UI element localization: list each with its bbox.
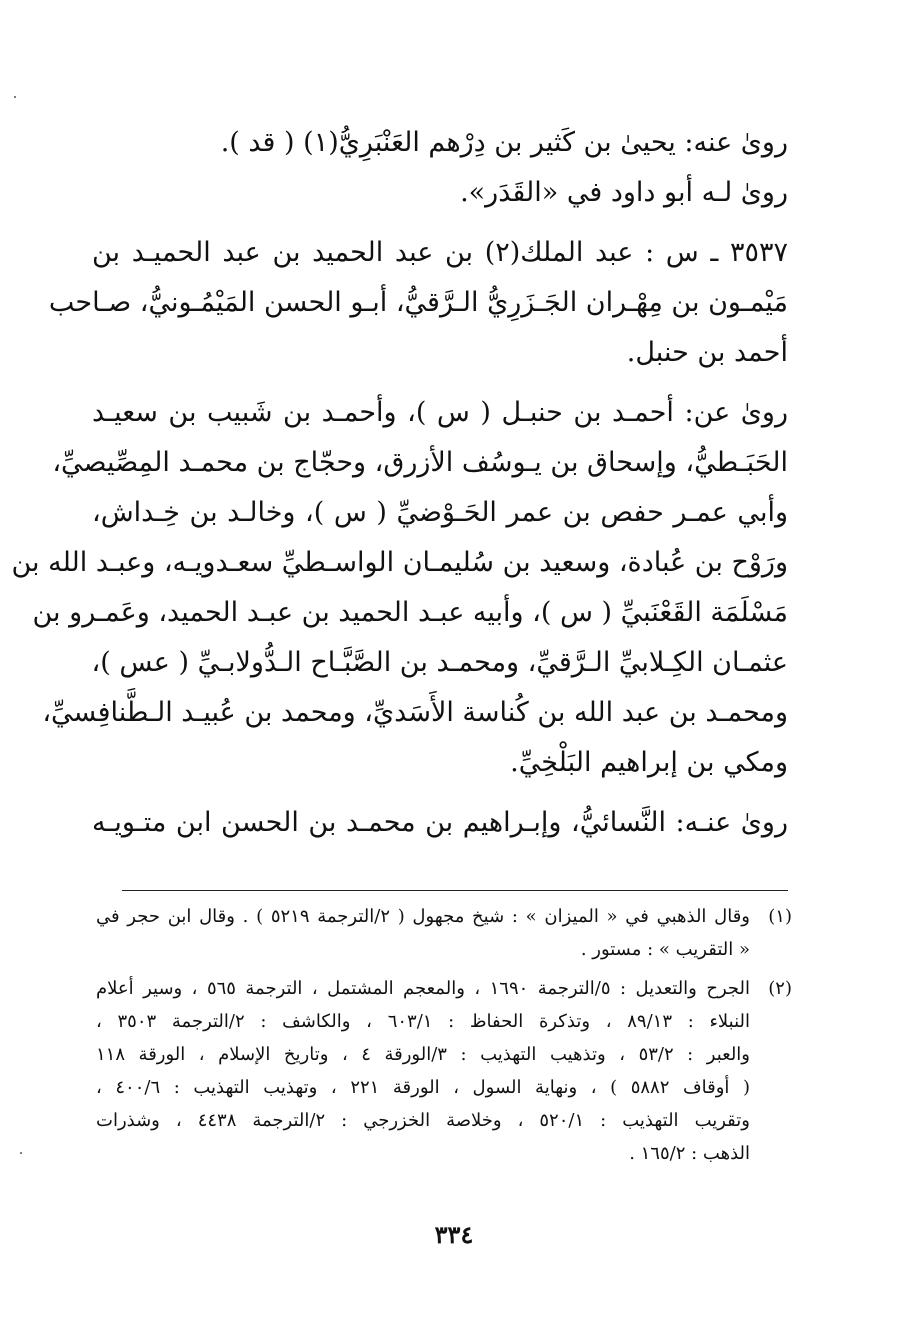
footnote-number: (٢) (768, 978, 792, 999)
paragraph-gap (92, 378, 788, 388)
footnote (96, 900, 792, 966)
footnote-line: « التقريب » : مستور . (580, 939, 750, 960)
text-line: ومكي بن إبراهيم البَلْخِيِّ. (510, 747, 788, 778)
footnote-line: وتقريب التهذيب : ٥٢٠/١ ، وخلاصة الخزرجي : ٢/الترجمة ٤٤٣٨ ، وشذرات (96, 1110, 750, 1131)
text-line: مَيْمـون بن مِهْـران الجَـزَرِيُّ الـرَّقيُّ، أبـو الحسن المَيْمُـونيُّ، صـاحب (48, 287, 788, 318)
footnote-line: والعبر : ٥٣/٢ ، وتذهيب التهذيب : ٣/الورقة ٤ ، وتاريخ الإسلام ، الورقة ١١٨ (96, 1044, 751, 1065)
footnotes (96, 900, 792, 1176)
paragraph-gap (92, 788, 788, 798)
page-number: ٣٣٤ (434, 1220, 474, 1249)
text-line: رویٰ لـه أبو داود في «القَدَر». (460, 177, 788, 208)
main-text (11, 118, 788, 848)
text-line: رویٰ عنه: يحيىٰ بن كَثير بن دِرْهم العَنْبَرِيُّ(١) ( قد ). (220, 127, 788, 158)
footnote-number: (١) (768, 906, 792, 927)
footnote-line: ( أوقاف ٥٨٨٢ ) ، ونهاية السول ، الورقة ٢٢١ ، وتهذيب التهذيب : ٤٠٠/٦ ، (96, 1077, 750, 1098)
footnote-line: وقال الذهبي في « الميزان » : شيخ مجهول ( ٢/الترجمة ٥٢١٩ ) . وقال ابن حجر في (96, 906, 750, 927)
text-line: ومحمـد بن عبد الله بن كُناسة الأَسَديِّ، ومحمد بن عُبيـد الـطَّنافِسيِّ، (42, 697, 788, 728)
text-line: الحَبَـطيُّ، وإسحاق بن يـوسُف الأزرق، وحجّاج بن محمـد المِصِّيصيِّ، (52, 447, 788, 478)
footnote-separator (122, 890, 788, 891)
text-line: عثمـان الكِـلابيِّ الـرَّقيِّ، ومحمـد بن الصَّبَّـاح الـدُّولابـيِّ ( عس )، (91, 647, 788, 678)
footnote-line: الذهب : ١٦٥/٢ . (629, 1143, 750, 1164)
text-line: مَسْلَمَة القَعْنَبيِّ ( س )، وأبيه عبـد الحميد بن عبـد الحميد، وعَمـرو بن (32, 597, 788, 628)
footnote-line: الجرح والتعديل : ٥/الترجمة ١٦٩٠ ، والمعجم المشتمل ، الترجمة ٥٦٥ ، وسير أعلام (96, 978, 750, 999)
text-line: رویٰ عن: أحمـد بن حنبـل ( س )، وأحمـد بن شَبيب بن سعيـد (92, 397, 788, 428)
text-line: رویٰ عنـه: النَّسائيُّ، وإبـراهيم بن محمـد بن الحسن ابن متـويـه (92, 807, 788, 838)
scan-speck (14, 96, 16, 98)
text-line: ورَوْح بن عُبادة، وسعيد بن سُليمـان الواسـطيِّ سعـدويـه، وعبـد الله بن (11, 547, 788, 578)
text-line: وأبي عمـر حفص بن عمر الحَـوْضيِّ ( س )، وخالـد بن خِـداش، (92, 497, 788, 528)
text-line: أحمد بن حنبل. (626, 337, 788, 368)
footnote-line: النبلاء : ٨٩/١٣ ، وتذكرة الحفاظ : ٦٠٣/١ ، والكاشف : ٢/الترجمة ٣٥٠٣ ، (96, 1011, 751, 1032)
scan-speck (20, 1152, 22, 1154)
footnote (96, 972, 792, 1170)
text-line: ٣٥٣٧ ـ س : عبد الملك(٢) بن عبد الحميد بن عبد الحميـد بن (92, 237, 788, 268)
paragraph-gap (92, 218, 788, 228)
